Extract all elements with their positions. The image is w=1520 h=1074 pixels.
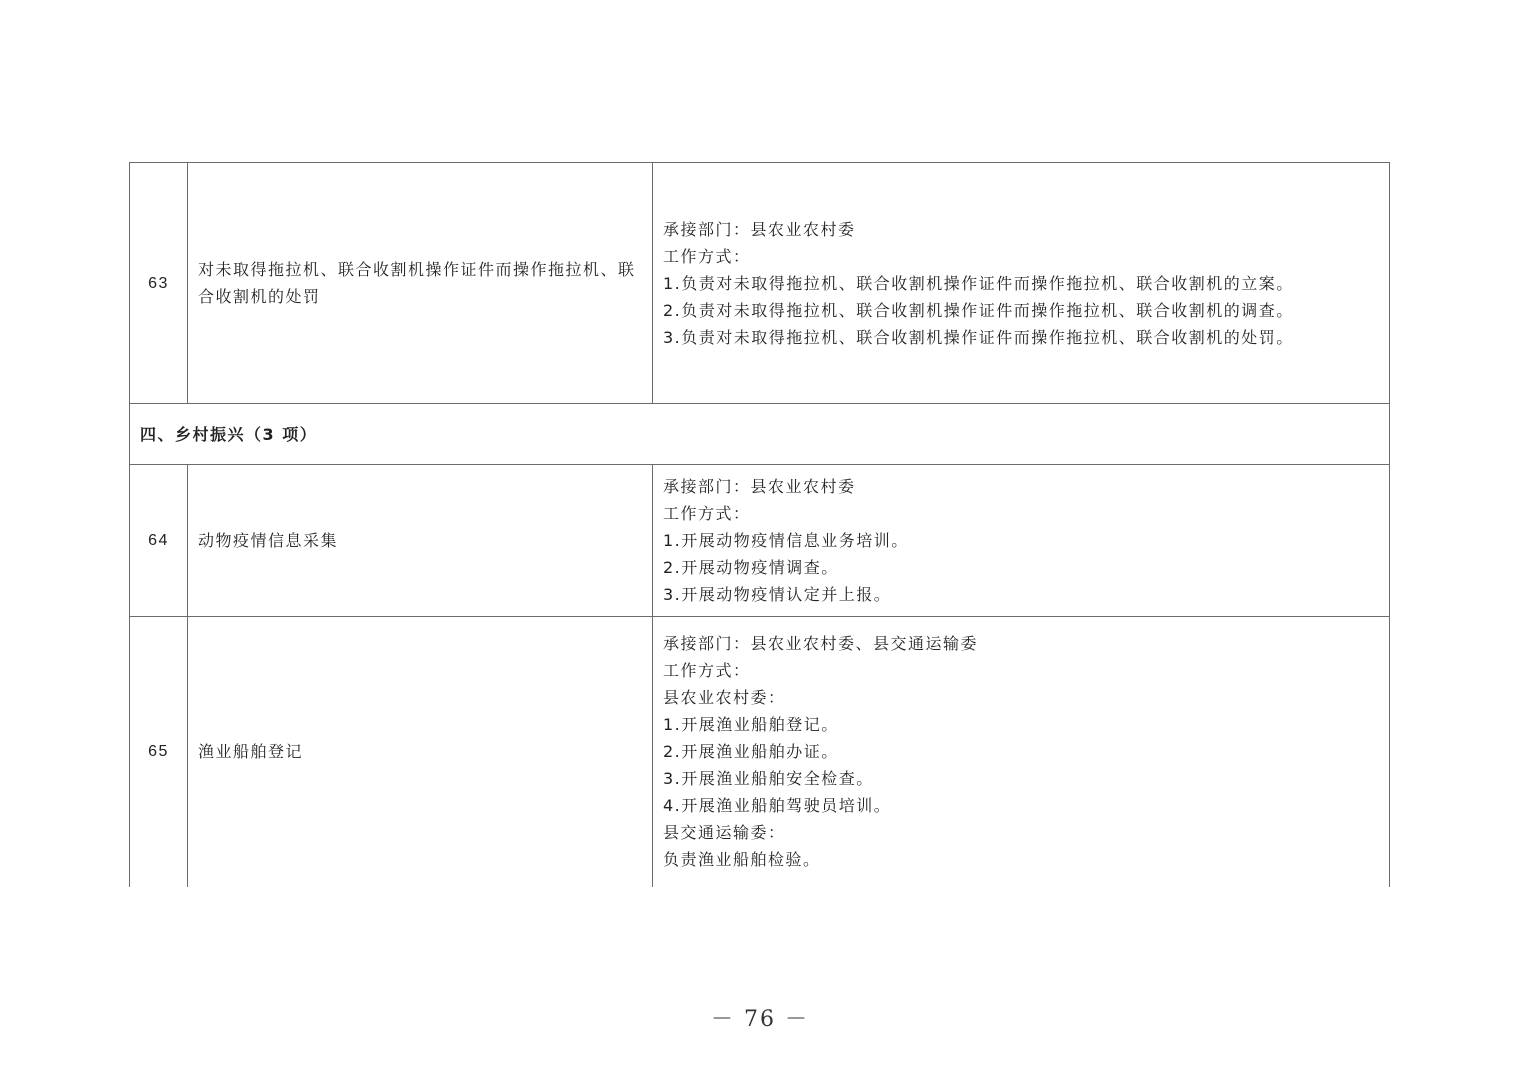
detail-line: 1.负责对未取得拖拉机、联合收割机操作证件而操作拖拉机、联合收割机的立案。 xyxy=(663,273,1294,293)
item-detail xyxy=(653,163,1390,404)
table-row xyxy=(130,617,1390,887)
detail-line: 1.开展动物疫情信息业务培训。 xyxy=(663,531,909,550)
item-detail xyxy=(653,465,1390,617)
detail-line: 县农业农村委： xyxy=(663,688,786,708)
detail-line: 承接部门：县农业农村委 xyxy=(663,219,856,239)
item-name: 对未取得拖拉机、联合收割机操作证件而操作拖拉机、联合收割机的处罚 xyxy=(188,163,653,404)
detail-line: 3.开展动物疫情认定并上报。 xyxy=(663,585,892,604)
detail-line: 2.开展渔业船舶办证。 xyxy=(663,742,839,762)
detail-line: 工作方式： xyxy=(663,246,751,266)
item-name: 渔业船舶登记 xyxy=(188,617,653,887)
item-number: 64 xyxy=(130,465,188,617)
detail-line: 2.负责对未取得拖拉机、联合收割机操作证件而操作拖拉机、联合收割机的调查。 xyxy=(663,300,1294,320)
detail-line: 3.负责对未取得拖拉机、联合收割机操作证件而操作拖拉机、联合收割机的处罚。 xyxy=(663,327,1294,347)
detail-line: 工作方式： xyxy=(663,504,751,523)
items-table xyxy=(129,162,1390,887)
detail-line: 2.开展动物疫情调查。 xyxy=(663,558,839,577)
detail-line: 负责渔业船舶检验。 xyxy=(663,850,821,870)
item-number: 65 xyxy=(130,617,188,887)
detail-line: 4.开展渔业船舶驾驶员培训。 xyxy=(663,796,892,816)
detail-line: 工作方式： xyxy=(663,661,751,681)
table-row xyxy=(130,465,1390,617)
detail-line: 承接部门：县农业农村委、县交通运输委 xyxy=(663,634,979,654)
item-detail xyxy=(653,617,1390,887)
table-row xyxy=(130,163,1390,404)
item-number: 63 xyxy=(130,163,188,404)
detail-line: 1.开展渔业船舶登记。 xyxy=(663,715,839,735)
item-name: 动物疫情信息采集 xyxy=(188,465,653,617)
detail-line: 县交通运输委： xyxy=(663,823,786,843)
page-number: － 76 － xyxy=(711,1007,809,1032)
detail-line: 承接部门：县农业农村委 xyxy=(663,477,856,496)
section-row xyxy=(130,404,1390,465)
section-title: 四、乡村振兴（3 项） xyxy=(130,404,1390,465)
detail-line: 3.开展渔业船舶安全检查。 xyxy=(663,769,874,789)
